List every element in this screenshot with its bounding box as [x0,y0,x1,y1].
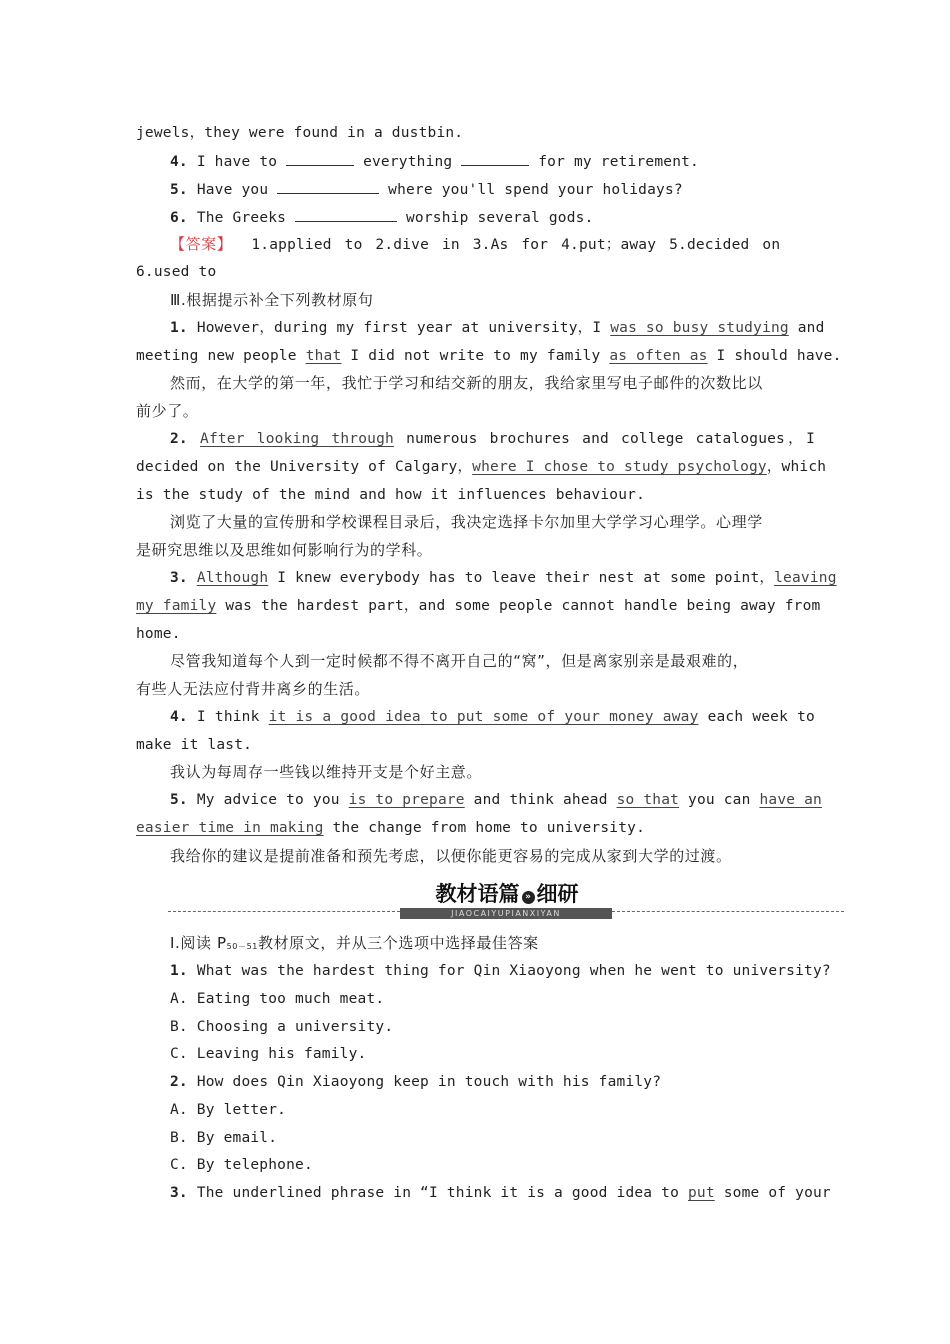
translation: 浏览了大量的宣传册和学校课程目录后，我决定选择卡尔加里大学学习心理学。心理学 [170,513,763,531]
sentence-3-line3: home. [136,626,181,642]
sentence-2-line1: 2. After looking through numerous brochures and college catalogues，I [170,431,816,447]
exercise-item-4: 4. I have to everything for my retirement. [170,151,815,172]
banner-title: 教材语篇 » 细研 [435,882,579,906]
option-b[interactable]: B. Choosing a university. [170,1019,394,1035]
translation: 前少了。 [136,402,199,420]
sentence-4-line2: make it last. [136,737,253,753]
sentence-3-line2: my family was the hardest part，and some people cannot handle being away from [136,598,821,614]
exercise-item-5: 5. Have you where you'll spend your holidays? [170,179,815,200]
option-c[interactable]: C. Leaving his family. [170,1046,367,1062]
sentence-5-line1: 5. My advice to you is to prepare and think ahead so that you can have an [170,792,822,808]
section-banner [168,878,844,922]
banner-subtitle: JIAOCAIYUPIANXIYAN [400,908,612,919]
divider-left [168,911,400,912]
answer-blank[interactable] [461,151,529,166]
sentence-1-line2: meeting new people that I did not write to my family as often as I should have. [136,348,842,364]
option-a[interactable]: A. Eating too much meat. [170,991,385,1007]
answer-label: 【答案】 [170,235,233,253]
question-2: 2. How does Qin Xiaoyong keep in touch with his family? [170,1074,662,1090]
translation: 尽管我知道每个人到一定时候都不得不离开自己的“窝”，但是离家别亲是最艰难的， [170,652,749,670]
sentence-5-line2: easier time in making the change from home to university. [136,820,646,836]
arrow-icon: » [522,891,535,904]
divider-right [612,911,844,912]
translation: 我认为每周存一些钱以维持开支是个好主意。 [170,763,483,781]
question-3: 3. The underlined phrase in “I think it is a good idea to put some of your [170,1185,831,1201]
sentence-2-line3: is the study of the mind and how it influences behaviour. [136,487,645,503]
translation: 我给你的建议是提前准备和预先考虑，以便你能更容易的完成从家到大学的过渡。 [170,847,732,865]
sentence-3-line1: 3. Although I knew everybody has to leave their nest at some point，leaving [170,570,837,586]
option-b[interactable]: B. By email. [170,1130,278,1146]
sentence-4-line1: 4. I think it is a good idea to put some of your money away each week to [170,709,815,725]
answer-blank[interactable] [277,179,379,194]
sentence-2-line2: decided on the University of Calgary，where I chose to study psychology，which [136,459,827,475]
section-heading: Ⅲ.根据提示补全下列教材原句 [170,291,374,309]
sentence-1-line1: 1. However，during my first year at university，I was so busy studying and [170,320,825,336]
answer-blank[interactable] [286,151,354,166]
translation: 有些人无法应付背井离乡的生活。 [136,680,371,698]
option-c[interactable]: C. By telephone. [170,1157,313,1173]
translation: 然而，在大学的第一年，我忙于学习和结交新的朋友，我给家里写电子邮件的次数比以 [170,374,763,392]
answer-key-cont: 6.used to [136,264,217,280]
exercise-line: jewels，they were found in a dustbin. [136,125,464,141]
exercise-item-6: 6. The Greeks worship several gods. [170,207,815,228]
translation: 是研究思维以及思维如何影响行为的学科。 [136,541,433,559]
section-heading: Ⅰ.阅读 $P_{50-51}$教材原文，并从三个选项中选择最佳答案 [170,934,539,952]
answer-blank[interactable] [295,207,397,222]
option-a[interactable]: A. By letter. [170,1102,287,1118]
answer-key: 【答案】 1.applied to 2.dive in 3.As for 4.put；away 5.decided on [170,235,781,253]
question-1: 1. What was the hardest thing for Qin Xiaoyong when he went to university? [170,963,831,979]
